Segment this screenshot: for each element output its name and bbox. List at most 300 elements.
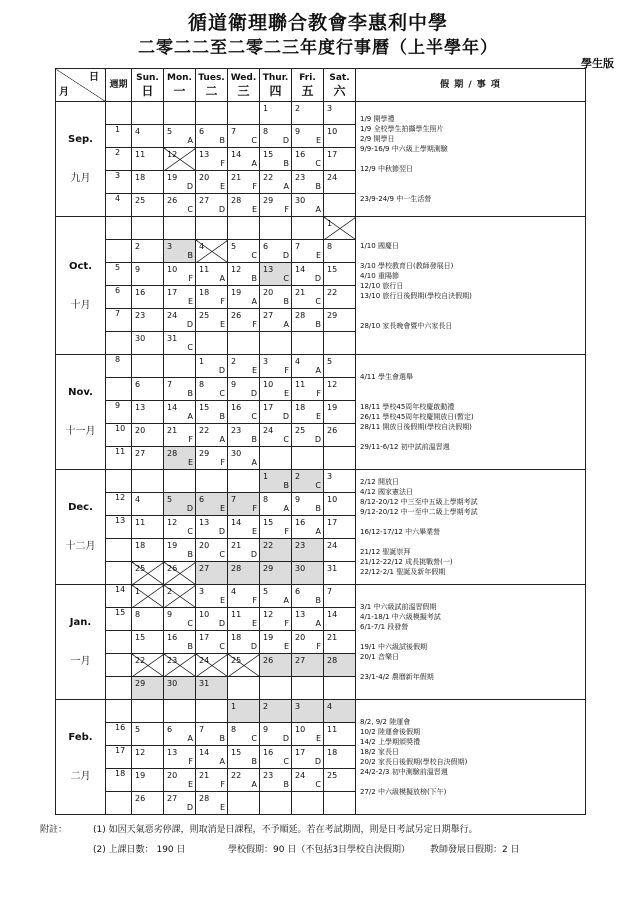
- shaded-day-cell: [164, 493, 196, 516]
- event-item: [360, 432, 581, 442]
- cycle-day-letter: B: [315, 320, 321, 329]
- date-number: 31: [327, 564, 338, 573]
- day-cell: [132, 723, 164, 746]
- date-number: 23: [295, 541, 306, 550]
- event-item: [360, 301, 581, 311]
- date-number: 11: [295, 380, 306, 389]
- day-cell: [164, 516, 196, 539]
- week-number: [106, 378, 132, 401]
- day-cell: [324, 401, 356, 424]
- cycle-day-letter: F: [316, 642, 321, 651]
- empty-day-cell: [324, 332, 356, 355]
- day-cell: [164, 125, 196, 148]
- date-number: 12: [263, 610, 274, 619]
- footer-label: 附註：: [40, 825, 68, 835]
- cycle-day-letter: F: [284, 527, 289, 536]
- cycle-day-letter: A: [251, 458, 257, 467]
- day-cell: [228, 539, 260, 562]
- date-number: 27: [295, 656, 306, 665]
- cycle-day-letter: E: [315, 412, 321, 421]
- date-number: 17: [327, 150, 338, 159]
- day-cell: [324, 125, 356, 148]
- day-cell: [292, 125, 324, 148]
- event-item: 26/11 學校45周年校慶開放日(暫定): [360, 413, 474, 421]
- event-item: 10/2 陸運會後假期: [360, 728, 420, 736]
- date-number: 27: [167, 794, 178, 803]
- cycle-day-letter: E: [315, 136, 321, 145]
- day-cell: [164, 378, 196, 401]
- day-cell: [292, 401, 324, 424]
- day-cell: [260, 194, 292, 217]
- week-number: 14: [106, 585, 132, 608]
- day-cell: [132, 125, 164, 148]
- day-cell: [228, 378, 260, 401]
- cycle-day-letter: F: [220, 780, 225, 789]
- day-cell: [324, 240, 356, 263]
- cycle-day-letter: B: [251, 435, 257, 444]
- date-number: 5: [263, 587, 269, 596]
- cycle-day-letter: E: [187, 297, 193, 306]
- cycle-day-letter: C: [251, 136, 257, 145]
- event-item: 2/9 開學日: [360, 135, 395, 143]
- month-events-cell: [356, 470, 586, 585]
- day-cell: [324, 355, 356, 378]
- cycle-day-letter: D: [314, 757, 321, 766]
- day-cell: [132, 194, 164, 217]
- week-number: [106, 470, 132, 493]
- date-number: 12: [327, 380, 338, 389]
- date-number: 5: [135, 725, 141, 734]
- event-item: 14/2 上學期頒獎禮: [360, 738, 420, 746]
- day-cell: [164, 263, 196, 286]
- date-number: 19: [167, 541, 178, 550]
- date-number: 2: [263, 702, 269, 711]
- day-cell: [132, 401, 164, 424]
- day-zh: 日: [141, 84, 154, 98]
- cycle-day-letter: C: [251, 734, 257, 743]
- week-number: 6: [106, 286, 132, 309]
- cycle-day-letter: C: [251, 251, 257, 260]
- event-item: 1/9 全校學生拍攝學生照片: [360, 125, 444, 133]
- cycle-day-letter: E: [219, 320, 225, 329]
- shaded-day-cell: [292, 562, 324, 585]
- event-item: 2/12 開放日: [360, 478, 399, 486]
- date-number: 17: [263, 403, 274, 412]
- cycle-day-letter: A: [315, 205, 321, 214]
- day-en: Mon.: [167, 73, 192, 83]
- date-number: 30: [167, 679, 178, 688]
- empty-day-cell: [228, 102, 260, 125]
- week-number: 7: [106, 309, 132, 332]
- day-cell: [196, 309, 228, 332]
- week-number: [106, 332, 132, 355]
- day-cell: [164, 608, 196, 631]
- date-number: 13: [167, 748, 178, 757]
- event-item: 20/2 家長日後假期(學校自決假期): [360, 758, 468, 766]
- cycle-day-letter: E: [251, 366, 257, 375]
- event-item: 9/9-16/9 中六級上學期測驗: [360, 145, 448, 153]
- date-number: 10: [295, 725, 306, 734]
- day-cell: [324, 171, 356, 194]
- date-number: 21: [167, 426, 178, 435]
- empty-day-cell: [164, 102, 196, 125]
- holiday-day-cell: [164, 654, 196, 677]
- shaded-day-cell: [260, 562, 292, 585]
- date-number: 31: [167, 334, 178, 343]
- empty-day-cell: [260, 677, 292, 700]
- day-cell: [164, 792, 196, 815]
- empty-day-cell: [260, 447, 292, 470]
- week-number: [106, 677, 132, 700]
- date-number: 20: [295, 633, 306, 642]
- date-number: 30: [231, 449, 242, 458]
- date-number: 23: [135, 311, 146, 320]
- day-cell: [228, 585, 260, 608]
- shaded-day-cell: [196, 677, 228, 700]
- shaded-day-cell: [324, 700, 356, 723]
- day-zh: 二: [205, 84, 218, 98]
- date-number: 18: [295, 403, 306, 412]
- shaded-day-cell: [196, 562, 228, 585]
- cycle-day-letter: B: [187, 389, 193, 398]
- day-cell: [228, 723, 260, 746]
- day-cell: [292, 102, 324, 125]
- empty-day-cell: [260, 217, 292, 240]
- cycle-day-letter: A: [315, 527, 321, 536]
- date-number: 29: [263, 564, 274, 573]
- day-cell: [132, 516, 164, 539]
- day-cell: [132, 631, 164, 654]
- cycle-day-letter: F: [316, 389, 321, 398]
- date-number: 20: [199, 541, 210, 550]
- date-number: 26: [263, 656, 274, 665]
- date-number: 2: [135, 242, 141, 251]
- holiday-day-cell: [132, 585, 164, 608]
- day-cell: [196, 539, 228, 562]
- day-cell: [260, 608, 292, 631]
- cycle-day-letter: C: [315, 780, 321, 789]
- holiday-day-cell: [132, 562, 164, 585]
- cycle-day-letter: A: [187, 734, 193, 743]
- day-cell: [132, 332, 164, 355]
- week-number: [106, 102, 132, 125]
- corner-day-label: 日: [89, 72, 99, 83]
- day-cell: [324, 309, 356, 332]
- date-number: 22: [135, 656, 146, 665]
- cycle-day-letter: D: [282, 251, 289, 260]
- date-number: 8: [263, 127, 269, 136]
- cycle-day-letter: C: [187, 205, 193, 214]
- day-zh: 四: [269, 84, 282, 98]
- week-number: 1: [106, 125, 132, 148]
- empty-day-cell: [292, 332, 324, 355]
- date-number: 30: [135, 334, 146, 343]
- date-number: 15: [263, 518, 274, 527]
- day-cell: [228, 424, 260, 447]
- shaded-day-cell: [292, 470, 324, 493]
- date-number: 13: [135, 403, 146, 412]
- day-cell: [324, 493, 356, 516]
- date-number: 10: [263, 380, 274, 389]
- cycle-day-letter: F: [188, 274, 193, 283]
- empty-day-cell: [196, 470, 228, 493]
- date-number: 23: [231, 426, 242, 435]
- date-number: 13: [199, 150, 210, 159]
- event-item: [360, 154, 581, 164]
- date-number: 4: [199, 242, 205, 251]
- month-label-cell: [56, 355, 106, 470]
- cycle-day-letter: C: [283, 274, 289, 283]
- holiday-day-cell: [164, 585, 196, 608]
- header-row: [56, 69, 586, 102]
- date-number: 24: [295, 771, 306, 780]
- date-number: 24: [167, 311, 178, 320]
- date-number: 3: [327, 472, 333, 481]
- day-cell: [228, 608, 260, 631]
- event-item: 3/1 中六級試前溫習假期: [360, 603, 437, 611]
- date-number: 14: [167, 403, 178, 412]
- date-number: 21: [231, 173, 242, 182]
- cycle-day-letter: F: [252, 504, 257, 513]
- date-number: 13: [295, 610, 306, 619]
- day-cell: [196, 608, 228, 631]
- cycle-day-letter: F: [252, 320, 257, 329]
- date-number: 4: [135, 127, 141, 136]
- week-row: [56, 700, 586, 723]
- month-label-cell: [56, 700, 106, 815]
- cycle-day-letter: E: [283, 389, 289, 398]
- empty-day-cell: [292, 792, 324, 815]
- cycle-day-letter: F: [220, 297, 225, 306]
- cycle-day-letter: E: [219, 182, 225, 191]
- cycle-day-letter: A: [219, 435, 225, 444]
- cycle-day-letter: C: [251, 412, 257, 421]
- empty-day-cell: [228, 792, 260, 815]
- cycle-day-letter: C: [315, 481, 321, 490]
- month-en: Oct.: [68, 260, 92, 272]
- event-item: [360, 184, 581, 194]
- date-number: 11: [327, 725, 338, 734]
- cycle-day-letter: D: [314, 274, 321, 283]
- empty-day-cell: [292, 217, 324, 240]
- day-cell: [260, 286, 292, 309]
- date-number: 21: [327, 633, 338, 642]
- date-number: 12: [167, 518, 178, 527]
- date-number: 11: [135, 518, 146, 527]
- cycle-day-letter: E: [187, 458, 193, 467]
- date-number: 25: [327, 771, 338, 780]
- date-number: 14: [231, 150, 242, 159]
- shaded-day-cell: [292, 700, 324, 723]
- date-number: 6: [135, 380, 141, 389]
- shaded-day-cell: [260, 700, 292, 723]
- day-cell: [292, 746, 324, 769]
- shaded-day-cell: [260, 539, 292, 562]
- day-cell: [196, 401, 228, 424]
- date-number: 15: [199, 403, 210, 412]
- date-number: 4: [295, 357, 301, 366]
- day-cell: [164, 286, 196, 309]
- school-name: 循道衛理聯合教會李惠利中學: [187, 12, 448, 34]
- empty-day-cell: [260, 792, 292, 815]
- month-events-cell: [356, 102, 586, 217]
- day-cell: [292, 424, 324, 447]
- week-number: 8: [106, 355, 132, 378]
- date-number: 14: [199, 748, 210, 757]
- date-number: 9: [295, 127, 301, 136]
- cycle-day-letter: D: [186, 803, 193, 812]
- day-cell: [292, 171, 324, 194]
- date-number: 3: [295, 702, 301, 711]
- shaded-day-cell: [292, 539, 324, 562]
- empty-day-cell: [228, 332, 260, 355]
- shaded-day-cell: [324, 654, 356, 677]
- event-item: 16/12-17/12 中六畢業營: [360, 528, 441, 536]
- day-cell: [196, 769, 228, 792]
- date-number: 25: [135, 196, 146, 205]
- event-item: 12/9 中秋節翌日: [360, 165, 413, 173]
- empty-day-cell: [132, 102, 164, 125]
- week-number: 13: [106, 516, 132, 539]
- date-number: 19: [231, 288, 242, 297]
- date-number: 6: [295, 587, 301, 596]
- month-events-cell: [356, 700, 586, 815]
- day-cell: [260, 516, 292, 539]
- cycle-day-letter: A: [283, 182, 289, 191]
- date-number: 8: [327, 242, 333, 251]
- school-calendar-table: [55, 68, 586, 815]
- cycle-day-letter: A: [283, 596, 289, 605]
- cycle-day-letter: D: [282, 136, 289, 145]
- date-number: 16: [295, 518, 306, 527]
- week-row: [56, 355, 586, 378]
- cycle-day-letter: C: [187, 527, 193, 536]
- cycle-day-letter: E: [251, 205, 257, 214]
- week-number: [106, 217, 132, 240]
- date-number: 6: [263, 242, 269, 251]
- day-cell: [292, 378, 324, 401]
- day-cell: [228, 309, 260, 332]
- date-number: 22: [231, 771, 242, 780]
- day-cell: [260, 125, 292, 148]
- day-en: Fri.: [299, 73, 316, 83]
- holiday-day-cell: [196, 240, 228, 263]
- cycle-day-letter: B: [315, 182, 321, 191]
- cycle-day-letter: C: [219, 550, 225, 559]
- day-cell: [292, 631, 324, 654]
- event-item: [360, 662, 581, 672]
- week-number: 18: [106, 769, 132, 792]
- day-zh: 五: [301, 84, 314, 98]
- date-number: 24: [263, 426, 274, 435]
- event-item: [360, 632, 581, 642]
- date-number: 11: [199, 265, 210, 274]
- cycle-day-letter: D: [218, 527, 225, 536]
- day-cell: [196, 447, 228, 470]
- day-cell: [260, 378, 292, 401]
- cycle-day-letter: F: [284, 366, 289, 375]
- cycle-day-letter: F: [188, 435, 193, 444]
- date-number: 7: [231, 127, 237, 136]
- event-item: [360, 517, 581, 527]
- event-item: 18/2 家長日: [360, 748, 399, 756]
- day-cell: [324, 424, 356, 447]
- date-number: 17: [327, 518, 338, 527]
- week-row: [56, 585, 586, 608]
- empty-day-cell: [132, 217, 164, 240]
- note-weather: (1) 如因天氣惡劣停課，則取消是日課程，不予順延。若在考試期間，則是日考試另定日期舉行。: [93, 825, 478, 835]
- shaded-day-cell: [132, 677, 164, 700]
- cycle-day-letter: E: [283, 642, 289, 651]
- day-cell: [324, 723, 356, 746]
- day-zh: 三: [237, 84, 250, 98]
- date-number: 25: [199, 311, 210, 320]
- cycle-day-letter: C: [315, 159, 321, 168]
- date-number: 19: [263, 633, 274, 642]
- date-number: 27: [135, 449, 146, 458]
- date-number: 12: [135, 748, 146, 757]
- date-number: 17: [199, 633, 210, 642]
- month-zh: 十一月: [65, 426, 96, 437]
- cycle-day-letter: E: [315, 251, 321, 260]
- month-zh: 二月: [70, 771, 91, 782]
- cycle-day-letter: E: [219, 596, 225, 605]
- date-number: 10: [327, 495, 338, 504]
- date-number: 28: [327, 656, 338, 665]
- day-en: Tues.: [198, 73, 225, 83]
- date-number: 8: [135, 610, 141, 619]
- day-cell: [164, 631, 196, 654]
- date-number: 25: [295, 426, 306, 435]
- day-cell: [228, 125, 260, 148]
- cycle-day-letter: F: [220, 458, 225, 467]
- cycle-day-letter: D: [282, 734, 289, 743]
- day-cell: [196, 585, 228, 608]
- holiday-day-cell: [228, 654, 260, 677]
- day-cell: [132, 447, 164, 470]
- day-cell: [260, 746, 292, 769]
- day-cell: [292, 769, 324, 792]
- day-cell: [228, 286, 260, 309]
- date-number: 18: [135, 173, 146, 182]
- day-cell: [132, 608, 164, 631]
- month-events-cell: [356, 585, 586, 700]
- cycle-day-letter: A: [219, 757, 225, 766]
- day-cell: [228, 447, 260, 470]
- day-cell: [196, 194, 228, 217]
- date-number: 3: [167, 242, 173, 251]
- date-number: 14: [231, 518, 242, 527]
- day-cell: [132, 539, 164, 562]
- cycle-day-letter: C: [187, 619, 193, 628]
- date-number: 1: [199, 357, 205, 366]
- note-school-holidays: 學校假期：90 日（不包括3日學校自決假期）: [228, 845, 411, 855]
- cycle-day-letter: A: [251, 297, 257, 306]
- note-teacher-days: 教師發展日假期：2 日: [430, 845, 520, 855]
- shaded-day-cell: [228, 700, 260, 723]
- date-number: 28: [167, 449, 178, 458]
- date-number: 5: [327, 357, 333, 366]
- day-cell: [164, 401, 196, 424]
- week-number: [106, 539, 132, 562]
- day-cell: [324, 585, 356, 608]
- day-cell: [260, 355, 292, 378]
- date-number: 5: [167, 495, 173, 504]
- date-number: 4: [231, 587, 237, 596]
- date-number: 11: [135, 150, 146, 159]
- date-number: 26: [327, 426, 338, 435]
- cycle-day-letter: B: [187, 642, 193, 651]
